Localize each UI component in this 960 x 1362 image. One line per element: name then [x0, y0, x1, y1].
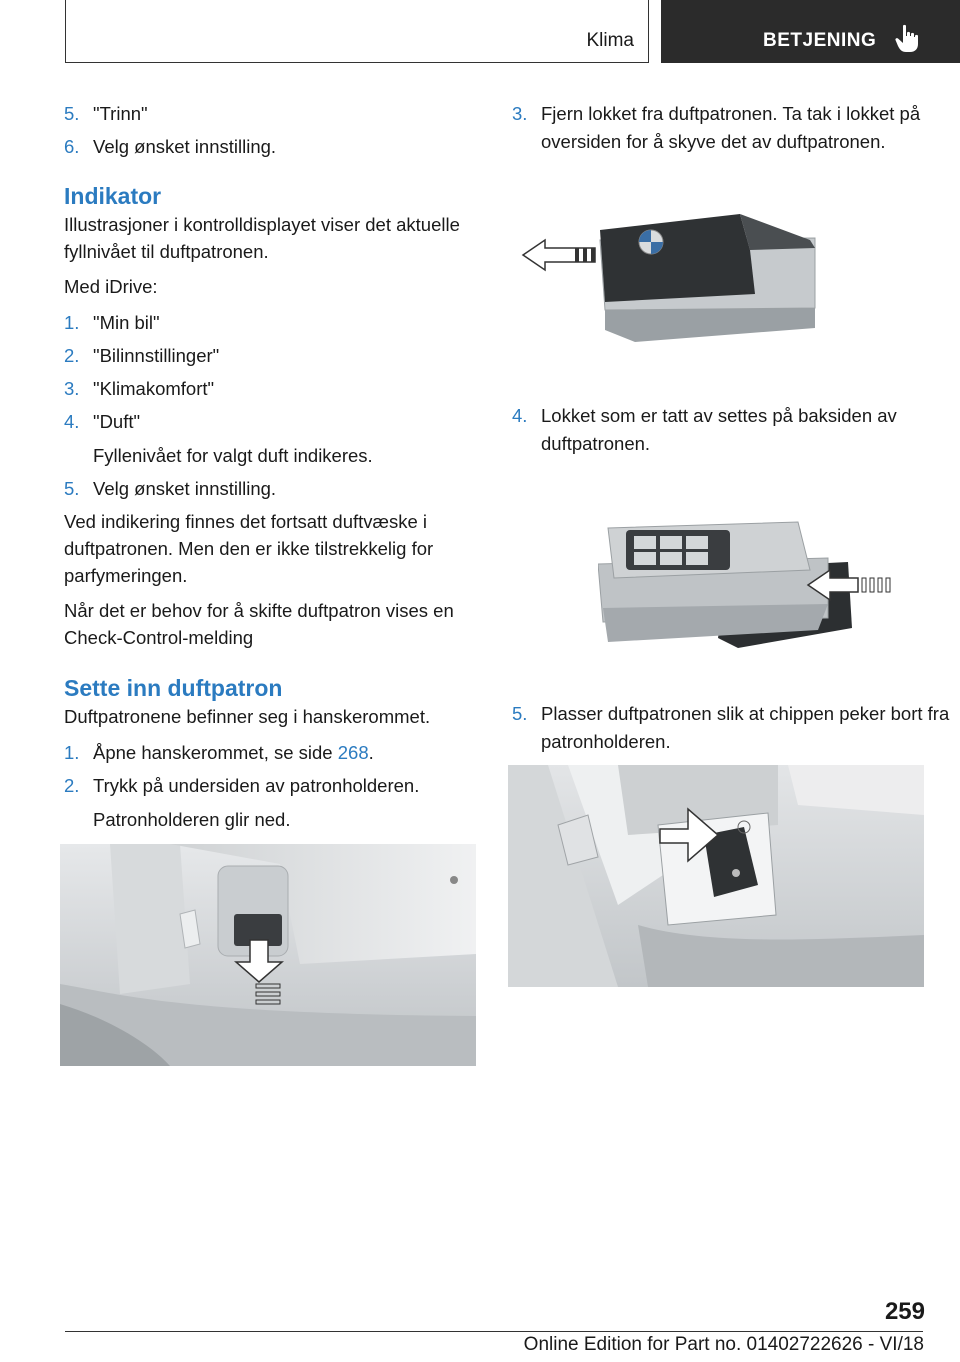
list-item: [64, 375, 476, 403]
step-number: 1.: [64, 312, 80, 333]
step-number: 2.: [64, 775, 80, 796]
step-text: "Klimakomfort": [93, 378, 215, 399]
step-text: "Duft": [93, 411, 141, 432]
section-heading-sette-inn: Sette inn duftpatron: [64, 675, 283, 701]
step-number: 1.: [64, 742, 80, 763]
list-item: [64, 408, 476, 470]
list-item: [64, 309, 476, 337]
step-text-end: .: [368, 742, 374, 763]
list-item: [512, 100, 924, 156]
cartridge-placement-illustration: [508, 765, 924, 987]
sette-inn-intro: Duftpatronene befinner seg i hanskerommet.: [64, 706, 431, 727]
list-item: [64, 342, 476, 370]
step-text: Fjern lokket fra duftpatronen. Ta tak i lokket på oversiden for å skyve det av duftpatronen.: [541, 103, 921, 152]
header-section-title: Klima: [586, 30, 634, 51]
header-chapter-tab: [661, 0, 960, 63]
header-chapter-title: BETJENING: [763, 30, 877, 51]
step-text: Plasser duftpatronen slik at chippen peker bort fra patronholderen.: [541, 703, 950, 752]
step-number: 4.: [64, 411, 80, 432]
header-section-box: [65, 0, 649, 63]
step-text: "Trinn": [93, 103, 148, 124]
check-control-paragraph: Når det er behov for å skifte duftpatron vises en Check-Control-melding: [64, 600, 454, 648]
page-reference-link[interactable]: 268: [337, 742, 369, 763]
indikator-paragraph: Ved indikering finnes det fortsatt duftvæske i duftpatronen. Men den er ikke tilstrekkelig for parfymeringen.: [64, 511, 434, 586]
step-text: "Bilinnstillinger": [93, 345, 220, 366]
list-item: [512, 402, 953, 458]
section-heading-indikator: Indikator: [64, 183, 162, 209]
step-text: Velg ønsket innstilling.: [93, 136, 277, 157]
list-item: [512, 700, 953, 756]
list-item: [64, 772, 476, 834]
lid-on-back-illustration: [598, 518, 898, 658]
list-item: [64, 475, 476, 503]
step-subtext: Fyllenivået for valgt duft indikeres.: [93, 445, 373, 466]
step-number: 3.: [512, 103, 528, 124]
step-subtext: Patronholderen glir ned.: [93, 809, 291, 830]
step-number: 5.: [64, 103, 80, 124]
step-number: 2.: [64, 345, 80, 366]
step-number: 4.: [512, 405, 528, 426]
list-item: [64, 739, 476, 767]
right-column: [512, 100, 924, 161]
step-text: Lokket som er tatt av settes på baksiden av duftpatronen.: [541, 405, 897, 454]
hand-pointer-icon: [895, 24, 919, 59]
step-text: Trykk på undersiden av patronholderen.: [93, 775, 420, 796]
step-text: "Min bil": [93, 312, 160, 333]
idrive-label: Med iDrive:: [64, 276, 158, 297]
list-item: [64, 100, 476, 128]
list-item: [64, 133, 476, 161]
page-number: 259: [884, 1298, 925, 1325]
step-text: Åpne hanskerommet, se side: [93, 742, 338, 763]
step-number: 5.: [512, 703, 528, 724]
footer-divider: [65, 1331, 923, 1332]
step-number: 3.: [64, 378, 80, 399]
footer-edition: Online Edition for Part no. 01402722626 - VI/18: [523, 1334, 924, 1355]
step-number: 5.: [64, 478, 80, 499]
left-column: [64, 100, 476, 839]
step-text: Velg ønsket innstilling.: [93, 478, 277, 499]
glovebox-holder-illustration: [60, 844, 476, 1066]
step-number: 6.: [64, 136, 80, 157]
cartridge-lid-removal-illustration: [515, 210, 825, 350]
indikator-intro: Illustrasjoner i kontrolldisplayet viser det aktuelle fyllnivået til duftpatronen.: [64, 214, 460, 262]
